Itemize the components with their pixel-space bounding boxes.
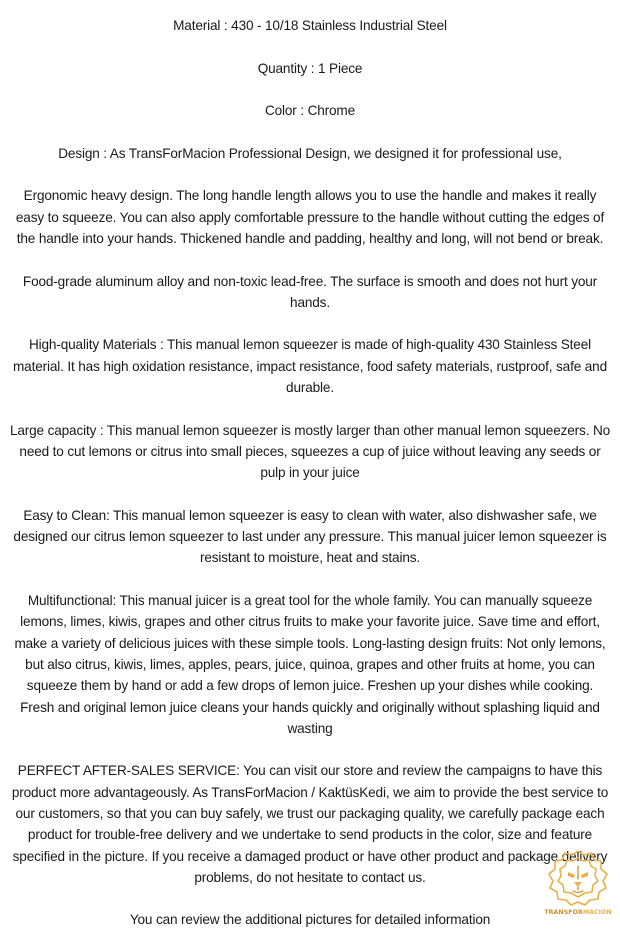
food-grade-paragraph: Food-grade aluminum alloy and non-toxic lead-free. The surface is smooth and does not hurt your hands. [22,273,598,310]
additional-info-line: You can review the additional pictures for detailed information [129,912,491,928]
design-line: Design : As TransForMacion Professional Design, we designed it for professional use, [58,145,562,161]
easy-clean-paragraph: Easy to Clean: This manual lemon squeezer is easy to clean with water, also dishwasher safe, we designed our citrus lemon squeezer to last under any pressure. This manual juicer lemon squeezer is resistant to moisture, heat and stains. [13,507,607,566]
ergonomic-paragraph: Ergonomic heavy design. The long handle length allows you to use the handle and makes it really easy to squeeze. You can also apply comfortable pressure to the handle without cutting the edges of the handle into your hands. Thickened handle and padding, healthy and long, will not bend or break. [15,188,605,246]
materials-paragraph: High-quality Materials : This manual lemon squeezer is made of high-quality 430 Stainless Steel material. It has high oxidation resistance, impact resistance, food safety materials, rustproof, safe and durable. [12,337,607,396]
quantity-line: Quantity : 1 Piece [257,60,363,76]
material-line: Material : 430 - 10/18 Stainless Industrial Steel [173,18,447,33]
color-line: Color : Chrome [264,103,356,119]
lion-head-icon [544,848,612,908]
multifunctional-paragraph: Multifunctional: This manual juicer is a great tool for the whole family. You can manually squeeze lemons, limes, kiwis, grapes and other citrus fruits to make your favorite juice. Save time and effort, make a variety of delicious juices with these simple tools. Long-lasting design fruits: Not only lemons, but also citrus, kiwis, limes, apples, pears, juice, quinoa, grapes and other fruits at home, you can squeeze them by hand or add a few drops of lemon juice. Freshen up your dishes while cooking. Fresh and original lemon juice cleans your hands quickly and originally without splashing liquid and wasting [14,593,606,736]
brand-logo-text: TRANSFORMACION [544,909,612,916]
after-sales-paragraph: PERFECT AFTER-SALES SERVICE: You can visit our store and review the campaigns to have this product more advantageously. As TransForMacion / KaktüsKedi, we aim to provide the best service to our customers, so that you can buy safely, we trust our packaging quality, we carefully package each product for trouble-free delivery and we undertake to send products in the color, size and feature specified in the picture. If you receive a damaged product or have other product and package delivery problems, do not hesitate to contact us. [11,763,609,885]
description-text [9,15,611,952]
capacity-paragraph: Large capacity : This manual lemon squeezer is mostly larger than other manual lemon squeezers. No need to cut lemons or citrus into small pieces, squeezes a cup of juice without leaving any seeds or pulp in your juice [9,422,611,481]
brand-logo [544,848,612,922]
